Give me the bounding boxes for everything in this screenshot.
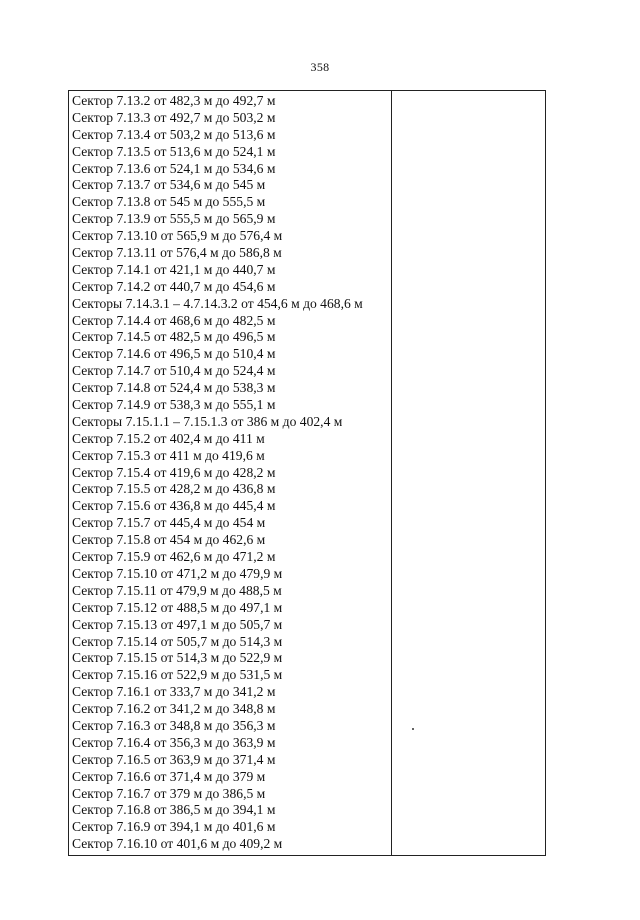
table-row: Секторы 7.15.1.1 – 7.15.1.3 от 386 м до 402,4 м [72,413,343,429]
table-row: Сектор 7.14.4 от 468,6 м до 482,5 м [72,312,276,328]
table-row: Сектор 7.16.6 от 371,4 м до 379 м [72,768,266,784]
table-row: Сектор 7.15.11 от 479,9 м до 488,5 м [72,582,282,598]
table-row: Сектор 7.15.9 от 462,6 м до 471,2 м [72,549,276,565]
sector-column [69,91,392,855]
table-row: Сектор 7.15.14 от 505,7 м до 514,3 м [72,633,283,649]
table-row: Сектор 7.14.5 от 482,5 м до 496,5 м [72,329,276,345]
table-row: Сектор 7.13.7 от 534,6 м до 545 м [72,177,266,193]
table-row: Сектор 7.14.6 от 496,5 м до 510,4 м [72,346,276,362]
table-row: Сектор 7.13.2 от 482,3 м до 492,7 м [72,93,276,108]
empty-column [392,91,545,855]
table-row: Сектор 7.16.5 от 363,9 м до 371,4 м [72,751,276,767]
table-row: Сектор 7.16.9 от 394,1 м до 401,6 м [72,819,276,835]
table-row: Сектор 7.15.7 от 445,4 м до 454 м [72,515,266,531]
table-row: Сектор 7.16.3 от 348,8 м до 356,3 м [72,717,276,733]
table-row: Секторы 7.14.3.1 – 4.7.14.3.2 от 454,6 м до 468,6 м [72,295,363,311]
table-row: Сектор 7.15.2 от 402,4 м до 411 м [72,430,265,446]
table-row: Сектор 7.16.10 от 401,6 м до 409,2 м [72,836,283,852]
table-row: Сектор 7.14.2 от 440,7 м до 454,6 м [72,278,276,294]
table-row: Сектор 7.15.13 от 497,1 м до 505,7 м [72,616,283,632]
table-row: Сектор 7.14.8 от 524,4 м до 538,3 м [72,380,276,396]
table-row: Сектор 7.15.15 от 514,3 м до 522,9 м [72,650,283,666]
table-row: Сектор 7.13.3 от 492,7 м до 503,2 м [72,109,276,125]
sector-table [68,90,546,856]
table-row: Сектор 7.15.16 от 522,9 м до 531,5 м [72,667,283,683]
table-row: Сектор 7.15.4 от 419,6 м до 428,2 м [72,464,276,480]
table-row: Сектор 7.16.8 от 386,5 м до 394,1 м [72,802,276,818]
table-row: Сектор 7.13.5 от 513,6 м до 524,1 м [72,143,276,159]
table-row: Сектор 7.15.5 от 428,2 м до 436,8 м [72,481,276,497]
table-row: Сектор 7.15.3 от 411 м до 419,6 м [72,447,265,463]
table-row: Сектор 7.16.2 от 341,2 м до 348,8 м [72,701,276,717]
table-row: Сектор 7.16.4 от 356,3 м до 363,9 м [72,734,276,750]
page-number: 358 [310,60,330,74]
table-row: Сектор 7.14.1 от 421,1 м до 440,7 м [72,261,276,277]
table-row: Сектор 7.13.11 от 576,4 м до 586,8 м [72,245,282,261]
table-row: Сектор 7.14.9 от 538,3 м до 555,1 м [72,397,276,413]
table-row: Сектор 7.15.10 от 471,2 м до 479,9 м [72,565,283,581]
table-row: Сектор 7.15.8 от 454 м до 462,6 м [72,532,266,548]
table-row: Сектор 7.13.4 от 503,2 м до 513,6 м [72,126,276,142]
table-row: Сектор 7.14.7 от 510,4 м до 524,4 м [72,363,276,379]
table-row: Сектор 7.15.6 от 436,8 м до 445,4 м [72,498,276,514]
table-row: Сектор 7.16.7 от 379 м до 386,5 м [72,785,266,801]
table-row: Сектор 7.13.6 от 524,1 м до 534,6 м [72,160,276,176]
table-row: Сектор 7.13.10 от 565,9 м до 576,4 м [72,228,283,244]
table-row: Сектор 7.13.8 от 545 м до 555,5 м [72,194,266,210]
scan-speck [412,728,414,730]
table-row: Сектор 7.16.1 от 333,7 м до 341,2 м [72,684,276,700]
table-row: Сектор 7.13.9 от 555,5 м до 565,9 м [72,211,276,227]
table-row: Сектор 7.15.12 от 488,5 м до 497,1 м [72,599,283,615]
